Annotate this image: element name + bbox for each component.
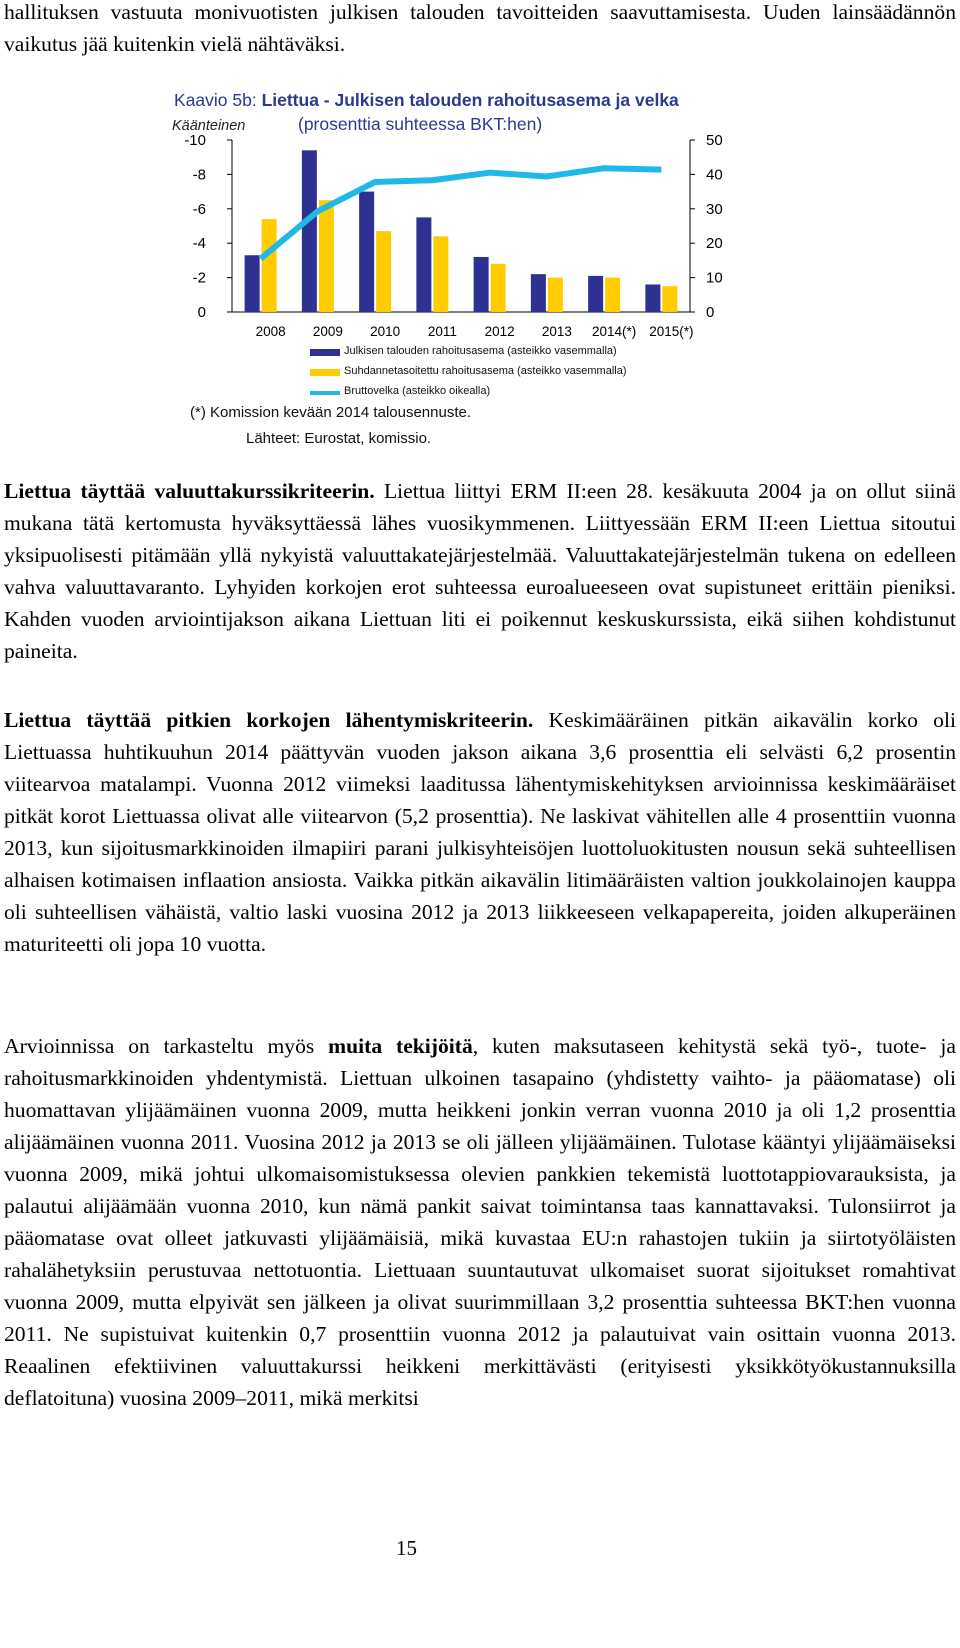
left-axis-tick-label: -2 [192, 269, 206, 287]
bar-structural-balance [433, 236, 448, 312]
bar-fiscal-balance [302, 150, 317, 312]
right-axis-tick-label: 40 [706, 166, 723, 184]
paragraph-other-factors-bold: muita tekijöitä [328, 1034, 473, 1058]
bar-fiscal-balance [531, 274, 546, 312]
x-axis-tick-label: 2014(*) [591, 324, 637, 339]
right-axis-tick-label: 10 [706, 269, 723, 287]
chart-title-main: Liettua - Julkisen talouden rahoitusasema ja velka [261, 90, 679, 110]
page-number: 15 [396, 1536, 417, 1560]
left-axis-tick-label: -8 [192, 166, 206, 184]
paragraph-other-factors [4, 1030, 956, 1414]
left-axis-tick-label: -6 [192, 200, 206, 218]
legend-swatch-gross-debt [310, 391, 340, 395]
left-axis-label: Käänteinen [172, 118, 246, 134]
x-axis-tick-label: 2012 [484, 324, 515, 339]
paragraph-other-factors-text-after: , kuten maksutaseen kehitystä sekä työ-, tuote- ja rahoitusmarkkinoiden yhdentymistä. Liettuan ulkoinen tasapaino (yhdistetty vaihto- ja pääomatase) oli huomattavan ylijäämäinen vuonna 2009, mutta heikkeni jonkin verran vuonna 2010 ja oli 1,2 prosenttia alijäämäinen vuonna 2011. Vuosina 2012 ja 2013 se oli jälleen ylijäämäinen. Tulotase kääntyi ylijäämäiseksi vuonna 2009, mikä johtui ulkomaisomistuksessa olevien pankkien tekemistä luottotappiovarauksista, ja palautui alijäämään vuonna 2010, kun nämä pankit saivat toimintansa taas kannattavaksi. Tulonsiirrot ja pääomatase ovat olleet jatkuvasti ylijäämäisiä, mikä kuvastaa EU:n rahastojen tukiin ja siirtotyöläisten rahalähetyksiin perustuvaa nettotuontia. Liettuaan suuntautuvat ulkomaiset suorat sijoitukset romahtivat vuonna 2009, mutta elpyivät sen jälkeen ja olivat suurimmillaan 3,2 prosenttia suhteessa BKT:hen vuonna 2011. Ne supistuivat kuitenkin 0,7 prosenttiin vuonna 2012 ja palautuivat vain osittain vuonna 2013. Reaalinen efektiivinen valuuttakurssi heikkeni merkittävästi (erityisesti yksikkötyökustannuksilla deflatoituna) vuosina 2009–2011, mikä merkitsi [4, 1034, 956, 1410]
x-axis-tick-label: 2011 [427, 324, 457, 339]
right-axis-tick-label: 30 [706, 200, 723, 218]
bar-structural-balance [319, 200, 334, 312]
intro-text: hallituksen vastuuta monivuotisten julkisen talouden tavoitteiden saavuttamisesta. Uuden lainsäädännön vaikutus jää kuitenkin vielä nähtäväksi. [4, 0, 956, 56]
legend-swatch-fiscal-balance [310, 349, 340, 356]
x-axis-tick-label: 2009 [312, 324, 343, 339]
x-axis-tick-label: 2015(*) [649, 324, 694, 339]
x-axis-tick-label: 2013 [541, 324, 572, 339]
bar-structural-balance [605, 278, 620, 312]
right-axis-tick-label: 0 [706, 304, 715, 321]
legend-swatch-structural-balance [310, 369, 340, 376]
bar-fiscal-balance [588, 276, 603, 312]
chart-title-prefix: Kaavio 5b: [174, 90, 262, 110]
chart-source: Lähteet: Eurostat, komissio. [246, 430, 432, 447]
right-axis-tick-label: 50 [706, 132, 723, 149]
chart-figure [160, 82, 760, 482]
bar-structural-balance [662, 286, 677, 312]
bar-structural-balance [376, 231, 391, 312]
legend-label-structural-balance: Suhdannetasoitettu rahoitusasema (asteikko vasemmalla) [344, 365, 627, 377]
paragraph-exchange-rate-heading: Liettua täyttää valuuttakurssikriteerin. [4, 479, 375, 503]
bar-fiscal-balance [245, 255, 260, 312]
paragraph-interest-rates-heading: Liettua täyttää pitkien korkojen lähentymiskriteerin. [4, 708, 534, 732]
bar-fiscal-balance [359, 192, 374, 312]
left-axis-tick-label: -4 [192, 235, 206, 253]
bar-structural-balance [262, 219, 277, 312]
bar-structural-balance [548, 278, 563, 312]
legend-label-fiscal-balance: Julkisen talouden rahoitusasema (asteikko vasemmalla) [344, 345, 617, 357]
paragraph-other-factors-text-before: Arvioinnissa on tarkasteltu myös [4, 1034, 329, 1058]
bar-fiscal-balance [474, 257, 489, 312]
bar-fiscal-balance [645, 284, 660, 312]
paragraph-interest-rates-text: Keskimääräinen pitkän aikavälin korko oli Liettuassa huhtikuuhun 2014 päättyvän vuoden jakson aikana 3,6 prosenttia eli selvästi 6,2 prosentin viitearvoa matalampi. Vuonna 2012 viimeksi laaditussa lähentymiskehityksen arvioinnissa keskimääräiset pitkät korot Liettuassa olivat alle viitearvon (5,2 prosenttia). Ne laskivat vähitellen alle 4 prosenttiin vuonna 2013, kun sijoitusmarkkinoiden ilmapiiri parani julkisyhteisöjen luottoluokitusten nousun sekä suhteellisen alhaisen kotimaisen inflaation ansiosta. Vaikka pitkän aikavälin litimääräisten valtion joukkolainojen kauppa oli suhteellisen vähäistä, valtio laski vuosina 2012 ja 2013 liikkeeseen velkapapereita, joiden alkuperäinen maturiteetti oli jopa 10 vuotta. [4, 708, 956, 956]
x-axis-tick-label: 2008 [255, 324, 286, 339]
left-axis-tick-label: -10 [184, 132, 206, 149]
right-axis-tick-label: 20 [706, 235, 723, 253]
chart-note: (*) Komission kevään 2014 talousennuste. [190, 404, 472, 421]
bar-fiscal-balance [416, 217, 431, 312]
paragraph-interest-rates [4, 704, 956, 960]
paragraph-exchange-rate-text: Liettua liittyi ERM II:een 28. kesäkuuta 2004 ja on ollut siinä mukana tätä kertomusta hyväksyttäessä lähes vuosikymmenen. Liittyessään ERM II:een Liettua sitoutui yksipuolisesti pitämään yllä nykyistä valuuttakatejärjestelmää. Valuuttakatejärjestelmän tukena on edelleen vahva valuuttavaranto. Lyhyiden korkojen erot suhteessa euroalueeseen ovat supistuneet erittäin pieniksi. Kahden vuoden arviointijakson aikana Liettuan liti ei poikennut keskuskurssista, eikä siihen kohdistunut paineita. [4, 479, 956, 663]
paragraph-exchange-rate [4, 475, 956, 667]
x-axis-tick-label: 2010 [370, 324, 401, 339]
chart-subtitle: (prosenttia suhteessa BKT:hen) [298, 114, 543, 134]
legend-label-gross-debt: Bruttovelka (asteikko oikealla) [344, 385, 491, 397]
left-axis-tick-label: 0 [197, 304, 206, 321]
intro-paragraph [4, 0, 956, 60]
chart-plot [160, 82, 760, 342]
bar-structural-balance [491, 264, 506, 312]
